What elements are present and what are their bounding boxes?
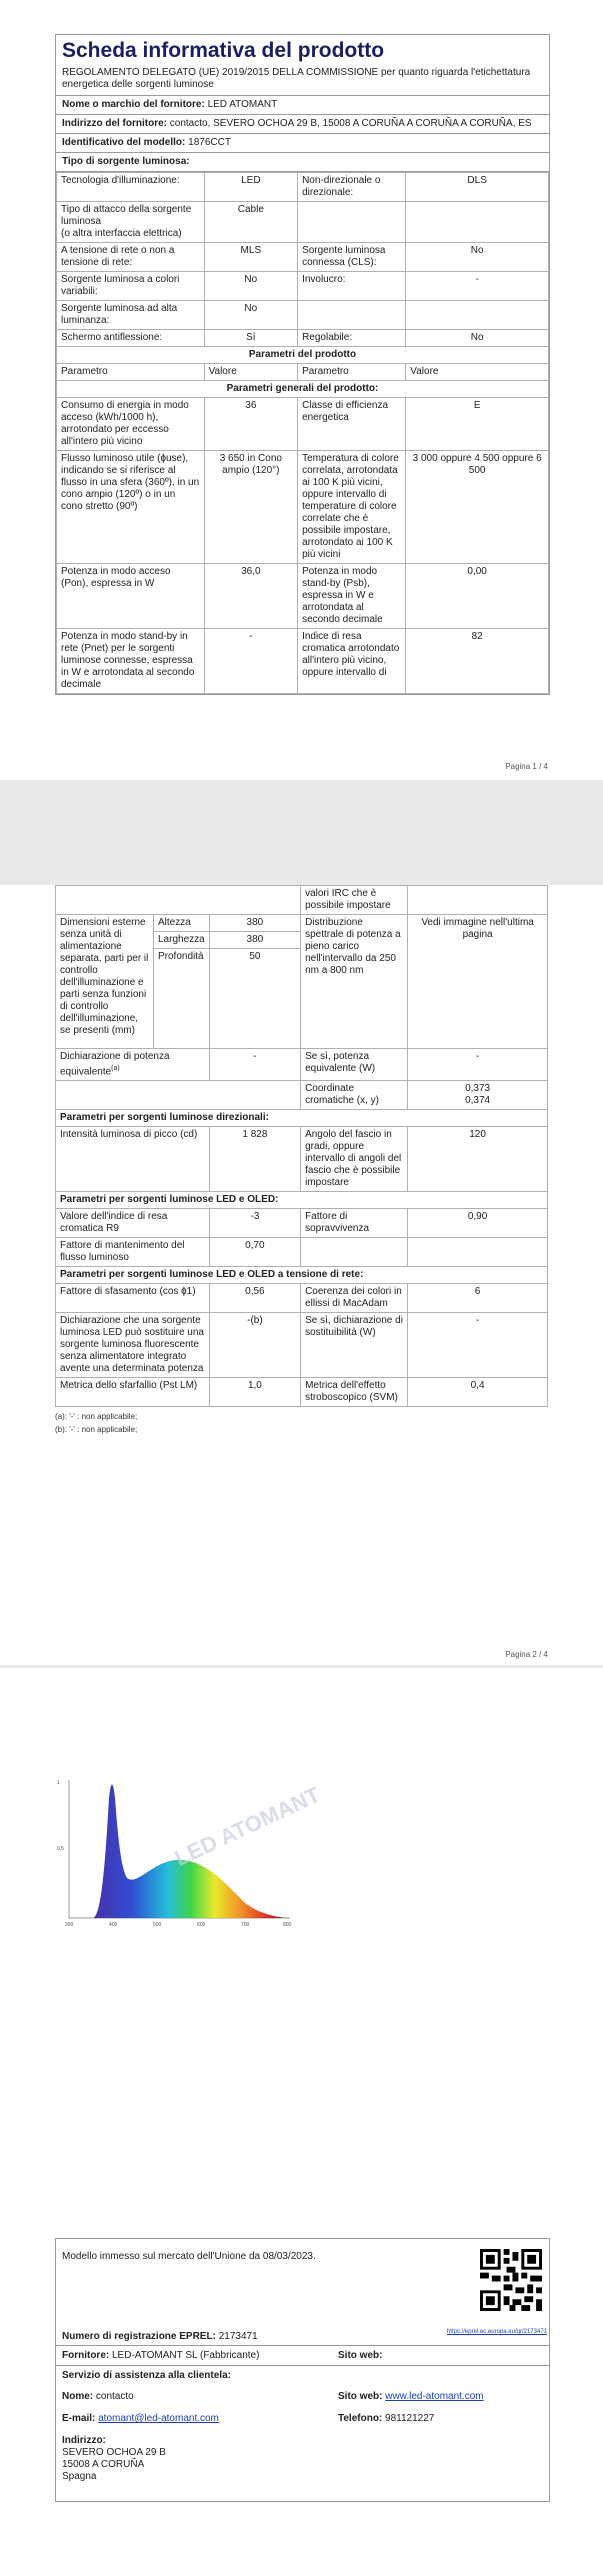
name-value: contacto	[95, 2391, 134, 2402]
assist-header: Servizio di assistenza alla clientela:	[62, 2370, 231, 2381]
cap-value: Cable	[204, 202, 297, 243]
supplier-name-label: Nome o marchio del fornitore:	[62, 99, 205, 110]
flux-value: 3 650 in Cono ampio (120°)	[204, 451, 297, 564]
address-line-3: Spagna	[62, 2471, 97, 2482]
page-number-1: Pagina 1 / 4	[505, 762, 548, 771]
width-value: 380	[209, 932, 300, 949]
tech-value: LED	[204, 173, 297, 202]
page1-frame	[55, 34, 550, 695]
spectrum-chart	[55, 1768, 324, 1938]
cri-cont: valori IRC che è possibile impostare	[301, 886, 408, 915]
qr-code[interactable]	[480, 2249, 542, 2311]
power-value: 36,0	[204, 564, 297, 629]
watermark-logo: LED ATOMANT	[170, 1781, 324, 1871]
width-label: Larghezza	[154, 932, 210, 949]
glare-label: Schermo antiflessione:	[57, 330, 205, 347]
flicker-label: Metrica dello sfarfallio (Pst LM)	[56, 1378, 210, 1407]
macadam-label: Coerenza dei colori in ellissi di MacAdam	[301, 1284, 408, 1313]
footnote-a: (a): '-' : non applicabile;	[55, 1412, 138, 1422]
svm-value: 0,4	[408, 1378, 548, 1407]
x-tick-600: 600	[197, 1922, 206, 1928]
dimmable-value: No	[406, 330, 549, 347]
standby-label: Potenza in modo stand-by (Psb), espressa in W e arrotondata al secondo decimale	[298, 564, 406, 629]
divider-2	[56, 2365, 549, 2366]
name-label: Nome:	[62, 2391, 94, 2402]
page-number-2: Pagina 2 / 4	[505, 1650, 548, 1659]
eprel-label: Numero di registrazione EPREL:	[62, 2331, 216, 2342]
netstandby-value: -	[204, 629, 297, 694]
page-1	[0, 0, 603, 780]
model-id: 1876CCT	[188, 137, 231, 148]
macadam-value: 6	[408, 1284, 548, 1313]
depth-label: Profondità	[154, 949, 210, 1049]
general-header: Parametri generali del prodotto:	[57, 381, 549, 398]
y-tick-1: 1	[57, 1780, 60, 1786]
flux-label: Flusso luminoso utile (ɸuse), indicando se si riferisce al flusso in una sfera (360º), in un cono ampio (120º) o in un cono stretto (90º)	[57, 451, 205, 564]
equiv-footnote: (a)	[111, 1065, 120, 1072]
replace-value: -(b)	[209, 1313, 300, 1378]
chroma-y: 0,374	[465, 1095, 491, 1107]
surv-value: 0,90	[408, 1209, 548, 1238]
surv-label: Fattore di sopravvivenza	[301, 1209, 408, 1238]
address-line-1: SEVERO OCHOA 29 B	[62, 2447, 166, 2458]
product-table-cont	[55, 885, 548, 1407]
market-text: Modello immesso sul mercato dell'Unione da 08/03/2023.	[62, 2251, 316, 2262]
nondir-value: DLS	[406, 173, 549, 202]
page-3	[0, 1668, 603, 2560]
beam-label: Angolo del fascio in gradi, oppure intervallo di angoli del fascio che è possibile impostare	[301, 1127, 408, 1192]
peak-value: 1 828	[209, 1127, 300, 1192]
divider-1	[56, 2345, 549, 2346]
flicker-value: 1,0	[209, 1378, 300, 1407]
spd-value: Vedi immagine nell'ultima pagina	[408, 915, 548, 1049]
replace-w-value: -	[408, 1313, 548, 1378]
colour-value: No	[204, 272, 297, 301]
highlum-label: Sorgente luminosa ad alta luminanza:	[57, 301, 205, 330]
x-tick-700: 700	[241, 1922, 250, 1928]
cap-label: Tipo di attacco della sorgente luminosa (o altra interfaccia elettrica)	[57, 202, 205, 243]
replace-w-label: Se sì, dichiarazione di sostituibilità (W)	[301, 1313, 408, 1378]
chroma-label: Coordinate cromatiche (x, y)	[301, 1081, 408, 1110]
address-line-2: 15008 A CORUÑA	[62, 2459, 145, 2470]
eprel-link[interactable]: https://eprel.ec.europa.eu/qr/2173471	[446, 2329, 547, 2335]
highlum-value: No	[204, 301, 297, 330]
equiv-w-value: -	[408, 1049, 548, 1081]
param-col-1: Parametro	[57, 364, 205, 381]
pf-label: Fattore di sfasamento (cos ɸ1)	[56, 1284, 210, 1313]
dir-header: Parametri per sorgenti luminose direzionali:	[56, 1110, 548, 1127]
x-tick-800: 800	[283, 1922, 292, 1928]
phone-label: Telefono:	[338, 2413, 383, 2424]
product-table	[56, 172, 549, 694]
replace-label: Dichiarazione che una sorgente luminosa LED può sostituire una sorgente luminosa fluorescente senza alimentatore integrato avente una determinata potenza	[56, 1313, 210, 1378]
cct-value: 3 000 oppure 4 500 oppure 6 500	[406, 451, 549, 564]
page3-frame	[55, 2238, 550, 2502]
pf-value: 0,56	[209, 1284, 300, 1313]
model-id-label: Identificativo del modello:	[62, 137, 186, 148]
equiv-label: Dichiarazione di potenza equivalente	[60, 1051, 170, 1078]
r9-label: Valore dell'indice di resa cromatica R9	[56, 1209, 210, 1238]
mains-header: Parametri per sorgenti luminose LED e OLED a tensione di rete:	[56, 1267, 548, 1284]
supplier-address: contacto, SEVERO OCHOA 29 B, 15008 A CORUÑA A CORUÑA A CORUÑA, ES	[169, 118, 532, 129]
cct-label: Temperatura di colore correlata, arrotondata ai 100 K più vicini, oppure intervallo di temperature di colore correlate che è possibile impostare, arrotondato ai 100 K più vicini	[298, 451, 406, 564]
netstandby-label: Potenza in modo stand-by in rete (Pnet) per le sorgenti luminose connesse, espressa in W e arrotondata al secondo decimale	[57, 629, 205, 694]
energy-value: 36	[204, 398, 297, 451]
maint-value: 0,70	[209, 1238, 300, 1267]
r9-value: -3	[209, 1209, 300, 1238]
beam-value: 120	[408, 1127, 548, 1192]
dimmable-label: Regolabile:	[298, 330, 406, 347]
spd-label: Distribuzione spettrale di potenza a pieno carico nell'intervallo da 250 nm a 800 nm	[301, 915, 408, 1049]
source-type-label: Tipo di sorgente luminosa:	[56, 153, 549, 172]
peak-label: Intensità luminosa di picco (cd)	[56, 1127, 210, 1192]
cri-value: 82	[406, 629, 549, 694]
regulation-text: REGOLAMENTO DELEGATO (UE) 2019/2015 DELLA COMMISSIONE per quanto riguarda l'etichettatura energetica delle sorgenti luminose	[56, 65, 549, 96]
page2-frame	[55, 885, 548, 1436]
eprel-number: 2173471	[218, 2331, 258, 2342]
address-label: Indirizzo:	[62, 2435, 106, 2446]
footnote-b: (b): '-' : non applicabile;	[55, 1425, 138, 1435]
connected-value: No	[406, 243, 549, 272]
led-header: Parametri per sorgenti luminose LED e OLED:	[56, 1192, 548, 1209]
nondir-label: Non-direzionale o direzionale:	[298, 173, 406, 202]
connected-label: Sorgente luminosa connessa (CLS):	[298, 243, 406, 272]
y-tick-05: 0,5	[57, 1846, 64, 1852]
standby-value: 0,00	[406, 564, 549, 629]
height-label: Altezza	[154, 915, 210, 932]
supplier-name: LED ATOMANT	[207, 99, 278, 110]
supplier-label: Fornitore:	[62, 2350, 110, 2361]
power-label: Potenza in modo acceso (Pon), espressa in W	[57, 564, 205, 629]
supplier-address-label: Indirizzo del fornitore:	[62, 118, 167, 129]
site2-label: Sito web:	[338, 2391, 383, 2402]
equiv-value: -	[209, 1049, 300, 1081]
mains-value: MLS	[204, 243, 297, 272]
phone-value: 981121227	[385, 2413, 435, 2424]
x-tick-300: 300	[65, 1922, 74, 1928]
page-title: Scheda informativa del prodotto	[62, 39, 385, 62]
svm-label: Metrica dell'effetto stroboscopico (SVM)	[301, 1378, 408, 1407]
depth-value: 50	[209, 949, 300, 1049]
colour-label: Sorgente luminosa a colori variabili:	[57, 272, 205, 301]
email-link[interactable]: atomant@led-atomant.com	[98, 2413, 219, 2424]
class-value: E	[406, 398, 549, 451]
glare-value: Sì	[204, 330, 297, 347]
envelope-label: Involucro:	[298, 272, 406, 301]
cri-label: Indice di resa cromatica arrotondato all'intero più vicino, oppure intervallo di	[298, 629, 406, 694]
tech-label: Tecnologia d'illuminazione:	[57, 173, 205, 202]
value-col-1: Valore	[204, 364, 297, 381]
page-2	[0, 885, 603, 1665]
x-tick-400: 400	[109, 1922, 118, 1928]
website-link[interactable]: www.led-atomant.com	[385, 2391, 484, 2402]
maint-label: Fattore di mantenimento del flusso luminoso	[56, 1238, 210, 1267]
equiv-w-label: Se sì, potenza equivalente (W)	[301, 1049, 408, 1081]
x-tick-500: 500	[153, 1922, 162, 1928]
params-header: Parametri del prodotto	[57, 347, 549, 364]
value-col-2: Valore	[406, 364, 549, 381]
energy-label: Consumo di energia in modo acceso (kWh/1000 h), arrotondato per eccesso all'intero più vicino	[57, 398, 205, 451]
supplier-value: LED-ATOMANT SL (Fabbricante)	[112, 2350, 260, 2361]
envelope-value: -	[406, 272, 549, 301]
dims-label: Dimensioni esterne senza unità di alimentazione separata, parti per il controllo dell'illuminazione e parti senza funzioni di controllo dell'illuminazione, se presenti (mm)	[56, 915, 154, 1049]
height-value: 380	[209, 915, 300, 932]
email-label: E-mail:	[62, 2413, 96, 2424]
mains-label: A tensione di rete o non a tensione di rete:	[57, 243, 205, 272]
site-label: Sito web:	[338, 2350, 383, 2361]
param-col-2: Parametro	[298, 364, 406, 381]
class-label: Classe di efficienza energetica	[298, 398, 406, 451]
chroma-x: 0,373	[465, 1083, 491, 1095]
